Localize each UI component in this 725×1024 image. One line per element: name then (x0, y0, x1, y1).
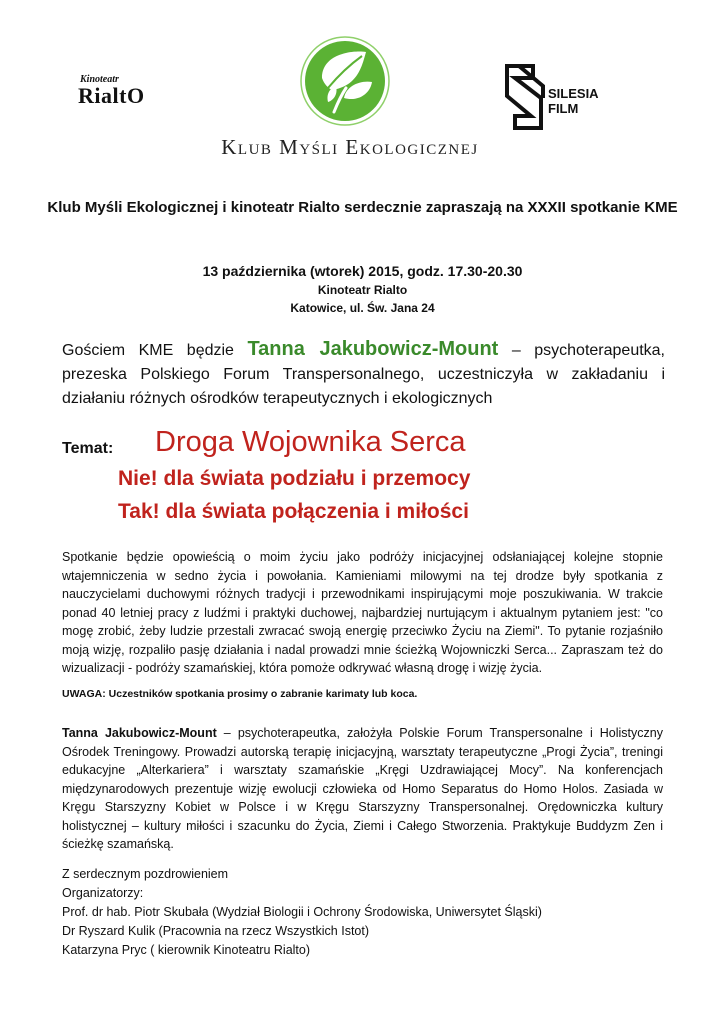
guest-bio (62, 724, 663, 854)
kme-logo-title: Klub Myśli Ekologicznej (221, 135, 479, 159)
topic-subtitle-2: Tak! dla świata połączenia i miłości (118, 500, 469, 523)
organizer-item: Katarzyna Pryc ( kierownik Kinoteatru Rialto) (62, 943, 311, 957)
meeting-description: Spotkanie będzie opowieścią o moim życiu jako podróży inicjacyjnej odsłaniającej kolejne stopnie wtajemniczenia w sedno życia i powołania. Kamieniami milowymi na tej drodze były spotkania z nauczycielami duchowymi różnych tradycji i przewodnikami inspirującymi moje poszukiwania. W trakcie ponad 40 letniej pracy z ludźmi i praktyki duchowej, najbardziej nurtującym i aktualnym pytaniem jest: "co mogę zrobić, żeby ludzie przestali zwracać swoją energię przeciwko Życiu na Ziemi". To pytanie rozjaśniło moją wizję, rozpaliło pasję działania i nadal prowadzi mnie ścieżką Wojowniczki Serca... Zapraszam też do wizualizacji - podróży szamańskiej, która pomoże odkrywać własną drogę i wizję życia. (62, 550, 663, 675)
guest-name: Tanna Jakubowicz-Mount (247, 338, 499, 360)
guest-suffix: – psychoterapeutka, prezeska Polskiego Forum Transpersonalnego, uczestniczyła w zakładaniu i działaniu różnych ośrodków terapeutycznych i ekologicznych (62, 342, 666, 407)
bio-text: – psychoterapeutka, założyła Polskie Forum Transpersonalne i Holistyczny Ośrodek Treningowy. Prowadzi autorską terapię inicjacyjną, warsztaty terapeutyczne „Progi Życia”, treningi edukacyjne „Alterkariera” i warsztaty szamańskie „Kręgi Uzdrawiającej Mocy”. Na konferencjach międzynarodowych prezentuje wizję ewolucji człowieka od Homo Separatus do Homo Holos. Zasiada w Kręgu Starszyzny Kobiet w Polsce i w Kręgu Starszyzny Transpersonalnej. Orędowniczka kultury holistycznej – kultury miłości i szacunku do Życia, Ziemi i Całego Stworzenia. Praktykuje Buddyzm Zen i ścieżkę szamańską. (62, 726, 663, 851)
topic-subtitle-1: Nie! dla świata podziału i przemocy (118, 467, 471, 490)
invitation-text: Klub Myśli Ekologicznej i kinoteatr Rialto serdecznie zapraszają na XXXII spotkanie KME (47, 199, 678, 216)
guest-paragraph (62, 337, 665, 411)
event-address: Katowice, ul. Św. Jana 24 (290, 301, 435, 315)
silesia-film-logo-text (548, 86, 599, 116)
event-date: 13 października (wtorek) 2015, godz. 17.30-20.30 (202, 263, 523, 279)
bio-name: Tanna Jakubowicz-Mount (62, 726, 217, 740)
closing-greeting: Z serdecznym pozdrowieniem (62, 867, 229, 881)
organizer-item: Prof. dr hab. Piotr Skubała (Wydział Biologii i Ochrony Środowiska, Uniwersytet Śląski) (62, 905, 542, 919)
organizers-label: Organizatorzy: (62, 886, 144, 900)
topic-title: Droga Wojownika Serca (155, 426, 466, 458)
silesia-logo-line2: FILM (548, 101, 579, 116)
topic-label: Temat: (62, 440, 114, 457)
rialto-logo-text: RialtO (78, 83, 145, 108)
kme-leaf-logo-icon (300, 36, 390, 126)
attention-note: UWAGA: Uczestników spotkania prosimy o zabranie karimaty lub koca. (62, 688, 418, 700)
event-venue: Kinoteatr Rialto (317, 283, 408, 297)
rialto-logo (78, 75, 164, 109)
guest-prefix: Gościem KME będzie (62, 342, 248, 359)
rialto-logo-small-text: Kinoteatr (80, 74, 119, 85)
silesia-logo-line1: SILESIA (548, 86, 599, 101)
organizer-item: Dr Ryszard Kulik (Pracownia na rzecz Wszystkich Istot) (62, 924, 370, 938)
